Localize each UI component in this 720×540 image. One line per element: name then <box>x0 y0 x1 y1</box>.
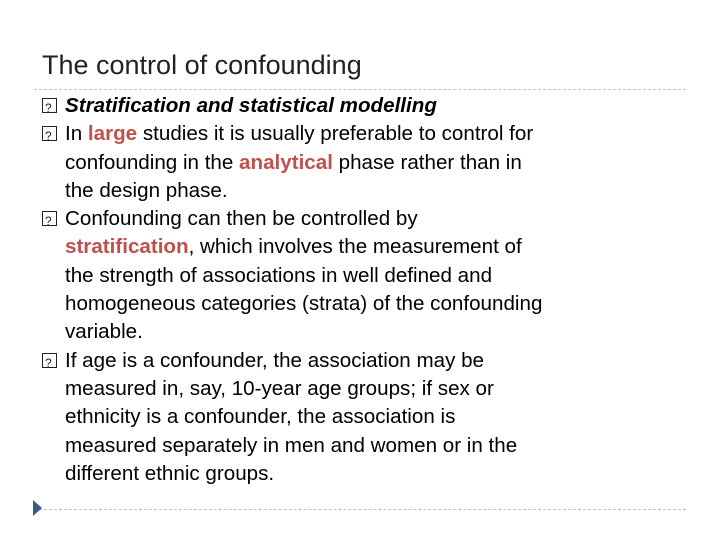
text-run: different ethnic groups. <box>65 461 275 485</box>
text-run: Confounding can then be controlled by <box>65 207 418 231</box>
highlighted-term: large <box>87 122 138 146</box>
text-run: variable. <box>65 320 143 344</box>
bullet-box-icon <box>42 353 57 368</box>
bullet-paragraph <box>42 347 682 488</box>
text-run: the strength of associations in well defined and <box>65 263 493 287</box>
bullet-line <box>65 347 682 375</box>
bullet-line <box>65 318 682 346</box>
bullet-line <box>65 290 682 318</box>
slide-body <box>42 92 682 488</box>
bullet-line <box>65 460 682 488</box>
bullet-paragraph <box>42 92 682 120</box>
title-divider <box>34 89 686 90</box>
text-run: studies it is usually preferable to control for <box>137 122 534 146</box>
text-run: ethnicity is a confounder, the association is <box>65 405 456 429</box>
bullet-paragraph <box>42 205 682 346</box>
text-run: , which involves the measurement of <box>188 235 522 259</box>
bullet-box-icon <box>42 211 57 226</box>
slide-title: The control of confounding <box>42 50 362 80</box>
text-run: the design phase. <box>65 178 228 202</box>
highlighted-term: stratification <box>65 235 189 259</box>
bullet-box-icon <box>42 126 57 141</box>
bullet-line <box>65 149 682 177</box>
footer-divider <box>34 509 686 510</box>
bullet-line <box>65 92 682 120</box>
bullet-line <box>65 233 682 261</box>
text-run: homogeneous categories (strata) of the confounding <box>65 292 543 316</box>
corner-arrow-icon <box>33 500 42 516</box>
text-run: Stratification and statistical modelling <box>65 94 437 117</box>
bullet-box-icon <box>42 98 57 113</box>
text-run: measured in, say, 10-year age groups; if sex or <box>65 376 494 400</box>
bullet-line <box>65 177 682 205</box>
bullet-paragraph <box>42 120 682 205</box>
text-run: confounding in the <box>65 150 240 174</box>
highlighted-term: analytical <box>239 150 333 174</box>
bullet-line <box>65 432 682 460</box>
bullet-line <box>65 262 682 290</box>
text-run: measured separately in men and women or in the <box>65 433 518 457</box>
bullet-line <box>65 403 682 431</box>
bullet-line <box>65 205 682 233</box>
bullet-line <box>65 120 682 148</box>
text-run: In <box>65 122 88 146</box>
text-run: If age is a confounder, the association may be <box>65 348 485 372</box>
bullet-line <box>65 375 682 403</box>
text-run: phase rather than in <box>332 150 522 174</box>
